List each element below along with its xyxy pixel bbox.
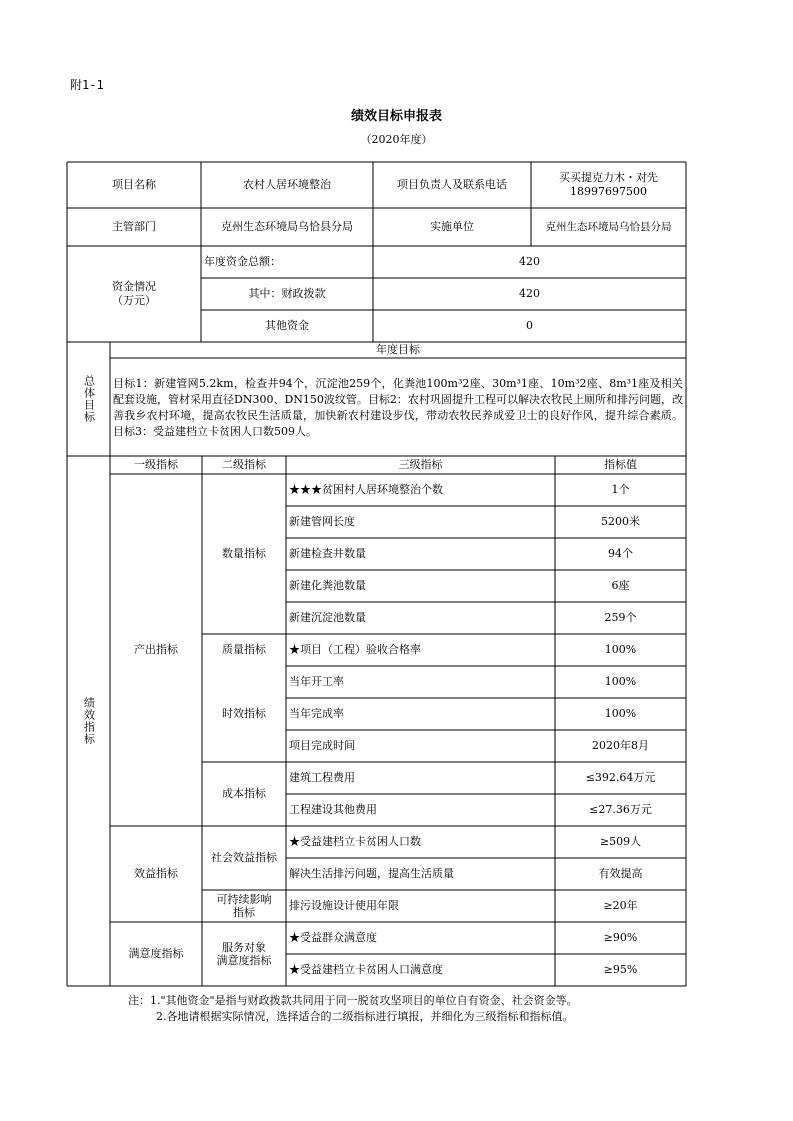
funds-fiscal-value: 420	[519, 287, 540, 300]
funds-fiscal-label: 其中：财政拨款	[248, 287, 326, 300]
funds-label: 资金情况 （万元）	[112, 280, 156, 307]
row-name: 解决生活排污问题，提高生活质量	[289, 867, 454, 880]
row-name: 新建沉淀池数量	[289, 611, 366, 624]
row-name: ★项目（工程）验收合格率	[289, 643, 421, 656]
l1-benefit: 效益指标	[134, 867, 178, 880]
row-name: ★受益建档立卡贫困人口数	[289, 835, 421, 848]
project-name: 农村人居环境整治	[243, 178, 331, 191]
goals-side-label	[67, 342, 110, 456]
row-name: 建筑工程费用	[289, 771, 355, 784]
row-value: 2020年8月	[592, 739, 649, 752]
row-value: ≥20年	[603, 899, 638, 912]
goals-header: 年度目标	[376, 343, 420, 356]
row-name: ★受益建档立卡贫困人口满意度	[289, 963, 443, 976]
l2-sustain: 可持续影响 指标	[216, 893, 272, 919]
row-name: 工程建设其他费用	[289, 803, 377, 816]
l1-satisfaction: 满意度指标	[128, 947, 184, 960]
row-value: ≥509人	[599, 835, 642, 848]
l2-social: 社会效益指标	[211, 851, 277, 864]
row-value: 259个	[604, 611, 637, 624]
row-value: ≥90%	[603, 931, 638, 944]
attachment-label: 附1-1	[70, 78, 104, 92]
perf-side-text: 绩效指标	[82, 697, 96, 745]
col-level3: 三级指标	[398, 458, 443, 471]
row-name: 新建管网长度	[289, 515, 355, 528]
row-name: ★受益群众满意度	[289, 931, 377, 944]
dept-value: 克州生态环境局乌恰县分局	[221, 220, 353, 233]
row-value: 94个	[608, 547, 633, 560]
year-label: （2020年度）	[360, 133, 433, 146]
goals-text: 目标1：新建管网5.2km，检查井94个，沉淀池259个，化粪池100m³2座、30m³1座、10m³2座、8m³1座及相关配套设施，管材采用直径DN300、DN150波纹管。目标2：农村巩固提升工程可以解决农牧民上厕所和排污问题，改善我乡农村环境，提高农牧民生活质量，加快新农村建设步伐，带动农牧民养成爱卫士的良好作风，提升综合素质。目标3：受益建档立卡贫困人口数509人。	[113, 377, 683, 438]
contact-phone: 18997697500	[570, 185, 647, 198]
row-value: 6座	[611, 579, 630, 592]
funds-total-value: 420	[519, 255, 540, 268]
l2-cost: 成本指标	[222, 787, 266, 800]
funds-total-label: 年度资金总额：	[204, 255, 281, 268]
note-line-2: 2.各地请根据实际情况，选择适合的二级指标进行填报，并细化为三级指标和指标值。	[156, 1010, 574, 1023]
row-value: 100%	[604, 707, 637, 720]
row-value: ≤392.64万元	[585, 771, 656, 784]
row-value: 100%	[604, 643, 637, 656]
l2-time: 时效指标	[222, 707, 266, 720]
impl-label: 实施单位	[430, 220, 474, 233]
col-value: 指标值	[604, 458, 637, 471]
l2-service: 服务对象 满意度指标	[216, 941, 272, 967]
page-title: 绩效目标申报表	[350, 109, 442, 124]
note-line-1: 注：1."其他资金"是指与财政拨款共同用于同一脱贫攻坚项目的单位自有资金、社会资金等。	[128, 994, 578, 1007]
perf-side-label	[67, 456, 110, 986]
row-name: 当年开工率	[289, 675, 344, 688]
col-level1: 一级指标	[134, 458, 178, 471]
contact-label: 项目负责人及联系电话	[397, 178, 507, 191]
funds-other-value: 0	[526, 319, 533, 332]
row-name: 当年完成率	[289, 707, 344, 720]
row-name: 项目完成时间	[289, 739, 355, 752]
row-value: ≤27.36万元	[589, 803, 652, 816]
contact-cell	[531, 162, 686, 208]
l2-quantity: 数量指标	[222, 547, 266, 560]
row-name: 新建化粪池数量	[289, 579, 366, 592]
row-value: 有效提高	[598, 867, 643, 880]
row-value: 1个	[611, 483, 630, 496]
row-name: 新建检查井数量	[289, 547, 366, 560]
l2-quality: 质量指标	[222, 643, 266, 656]
goals-side-text: 总体目标	[82, 375, 96, 423]
row-value: 5200米	[601, 515, 640, 528]
funds-other-label: 其他资金	[265, 319, 309, 332]
row-value: 100%	[604, 675, 637, 688]
row-name: 排污设施设计使用年限	[289, 899, 399, 912]
l1-output: 产出指标	[134, 643, 178, 656]
project-name-label: 项目名称	[112, 178, 156, 191]
col-level2: 二级指标	[222, 458, 266, 471]
contact-person: 买买提克力木・对先	[559, 171, 658, 184]
impl-value: 克州生态环境局乌恰县分局	[545, 221, 672, 233]
row-value: ≥95%	[603, 963, 638, 976]
row-name: ★★★贫困村人居环境整治个数	[289, 483, 443, 496]
dept-label: 主管部门	[112, 220, 156, 233]
